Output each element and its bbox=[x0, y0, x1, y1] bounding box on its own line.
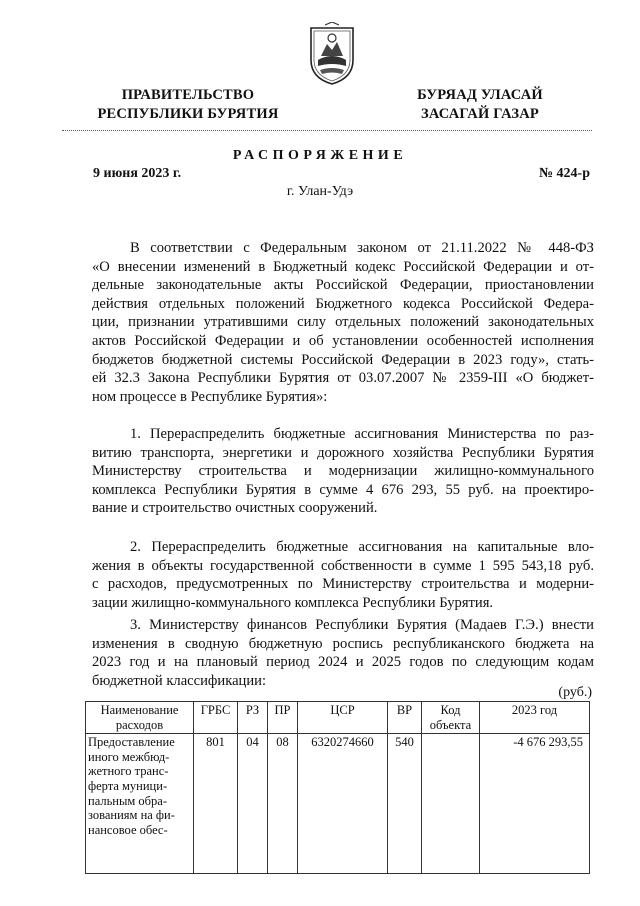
header-name bbox=[86, 702, 194, 734]
text-line: Министерству строительства и модернизации жилищно-коммунального bbox=[92, 463, 594, 480]
cell-grbs: 801 bbox=[194, 734, 238, 874]
budget-table bbox=[85, 701, 590, 874]
paragraph-item-1 bbox=[92, 425, 594, 518]
text-line: 2023 год и на плановый период 2024 и 2025 годов по следующим кодам bbox=[92, 654, 594, 671]
table-unit: (руб.) bbox=[558, 685, 592, 700]
text-line: изменения в сводную бюджетную роспись республиканского бюджета на bbox=[92, 635, 594, 652]
header-year: 2023 год bbox=[480, 702, 590, 734]
text-line: жения в объекты государственной собственности в сумме 1 595 543,18 руб. bbox=[92, 557, 594, 574]
text-line: 1. Перераспределить бюджетные ассигнования Министерства по раз- bbox=[130, 426, 594, 442]
cell-vr: 540 bbox=[388, 734, 422, 874]
cell-name-line: зованиям на фи- bbox=[88, 808, 175, 823]
text-line: ции, признании утратившими силу отдельных положений законодательных bbox=[92, 314, 594, 331]
text-line: «О внесении изменений в Бюджетный кодекс Российской Федерации и от- bbox=[92, 258, 594, 275]
table-row bbox=[86, 734, 590, 874]
text-line: бюджетов бюджетной системы Российской Федерации в 2023 году», стать- bbox=[92, 351, 594, 368]
text-line: с расходов, предусмотренных по Министерству строительства и модерни- bbox=[92, 576, 594, 593]
text-line: витию транспорта, энергетики и дорожного хозяйства Республики Бурятия bbox=[92, 444, 594, 461]
document-city: г. Улан-Удэ bbox=[286, 184, 354, 199]
header-name-line2: расходов bbox=[115, 717, 164, 732]
issuer-right-line1: БУРЯАД УЛАСАЙ bbox=[417, 87, 543, 103]
issuer-left bbox=[88, 86, 288, 124]
table-header-row bbox=[86, 702, 590, 734]
text-line: действия отдельных положений Бюджетного кодекса Российской Федера- bbox=[92, 295, 594, 312]
document-number: № 424-р bbox=[538, 166, 590, 181]
cell-name-line: иного межбюд- bbox=[88, 749, 170, 764]
header-rz: РЗ bbox=[238, 702, 268, 734]
header-object-code bbox=[422, 702, 480, 734]
cell-name-line: пальным обра- bbox=[88, 793, 167, 808]
paragraph-preamble bbox=[92, 239, 594, 406]
paragraph-item-3 bbox=[92, 616, 594, 690]
issuer-right bbox=[405, 86, 555, 124]
text-line: 3. Министерству финансов Республики Бурятия (Мадаев Г.Э.) внести bbox=[130, 617, 594, 633]
cell-rz: 04 bbox=[238, 734, 268, 874]
header-code-line2: объекта bbox=[429, 717, 472, 732]
cell-csr: 6320274660 bbox=[298, 734, 388, 874]
document-date: 9 июня 2023 г. bbox=[93, 166, 182, 181]
cell-name-line: Предоставление bbox=[88, 735, 175, 750]
header-grbs: ГРБС bbox=[194, 702, 238, 734]
text-line: вание и строительство очистных сооружений. bbox=[92, 500, 378, 517]
cell-name-line: нансовое обес- bbox=[88, 822, 168, 837]
cell-name bbox=[86, 734, 194, 874]
header-name-line1: Наименование bbox=[100, 703, 179, 717]
text-line: дельные законодательные акты Российской Федерации, приостановлении bbox=[92, 277, 594, 294]
header-divider bbox=[62, 130, 592, 131]
header-pr: ПР bbox=[268, 702, 298, 734]
cell-name-line: жетного транс- bbox=[88, 764, 169, 779]
document-title: РАСПОРЯЖЕНИЕ bbox=[232, 148, 408, 163]
text-line: В соответствии с Федеральным законом от 21.11.2022 № 448-ФЗ bbox=[130, 240, 594, 256]
cell-amount: -4 676 293,55 bbox=[480, 734, 590, 874]
coat-of-arms-icon bbox=[305, 22, 359, 86]
text-line: актов Российской Федерации и об установлении особенностей исполнения bbox=[92, 332, 594, 349]
header-code-line1: Код bbox=[440, 703, 461, 717]
issuer-left-line1: ПРАВИТЕЛЬСТВО bbox=[121, 87, 255, 103]
cell-object-code bbox=[422, 734, 480, 874]
text-line: ей 32.3 Закона Республики Бурятия от 03.07.2007 № 2359-III «О бюджет- bbox=[92, 370, 594, 387]
issuer-left-line2: РЕСПУБЛИКИ БУРЯТИЯ bbox=[97, 106, 279, 122]
cell-pr: 08 bbox=[268, 734, 298, 874]
cell-name-line: ферта муници- bbox=[88, 778, 168, 793]
text-line: зации жилищно-коммунального комплекса Республики Бурятия. bbox=[92, 594, 494, 611]
text-line: ном процессе в Республике Бурятия»: bbox=[92, 388, 328, 405]
text-line: комплекса Республики Бурятия в сумме 4 676 293, 55 руб. на проектиро- bbox=[92, 481, 594, 498]
paragraph-item-2 bbox=[92, 538, 594, 612]
issuer-right-line2: ЗАСАГАЙ ГАЗАР bbox=[421, 106, 539, 122]
text-line: бюджетной классификации: bbox=[92, 672, 267, 689]
text-line: 2. Перераспределить бюджетные ассигнования на капитальные вло- bbox=[130, 539, 594, 555]
header-csr: ЦСР bbox=[298, 702, 388, 734]
header-vr: ВР bbox=[388, 702, 422, 734]
